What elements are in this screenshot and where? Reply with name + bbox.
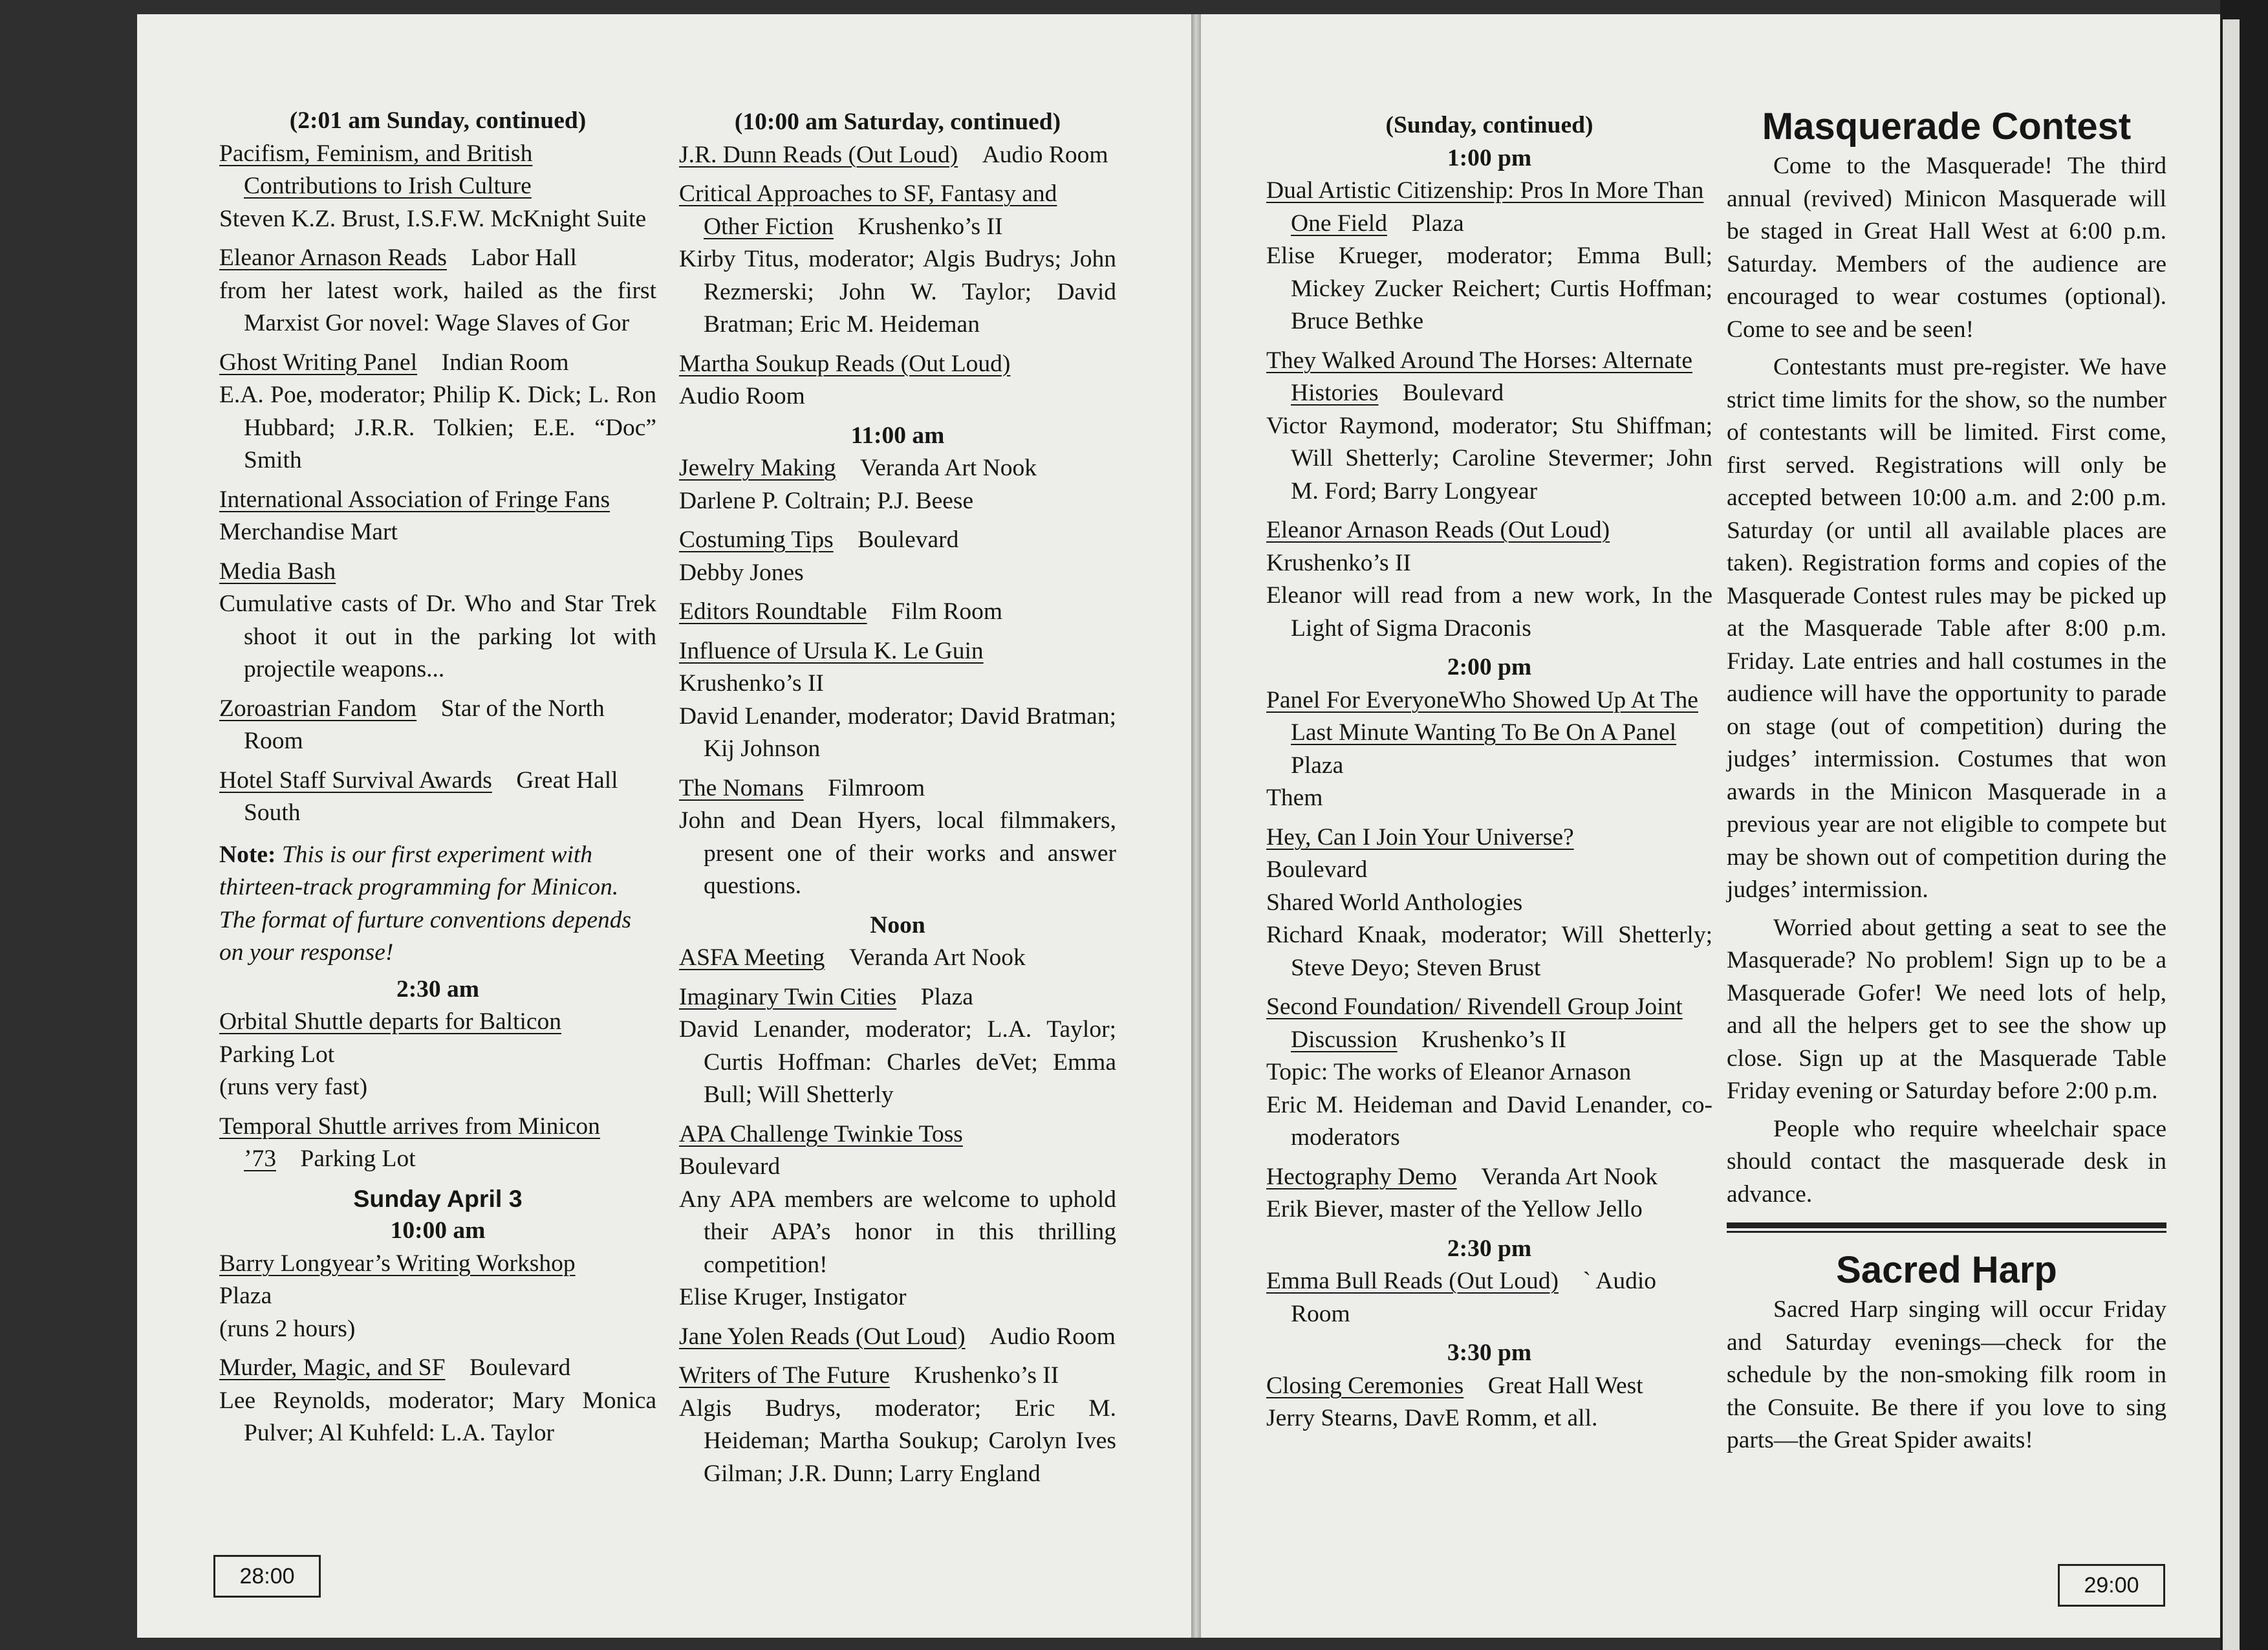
entry-group (1266, 684, 1712, 1226)
entry-detail: Boulevard (1266, 856, 1368, 883)
sacred-harp-heading: Sacred Harp (1836, 1249, 2057, 1291)
book-gutter (1191, 14, 1201, 1638)
entry-title: Temporal Shuttle arrives from Minicon ’73 (219, 1113, 600, 1172)
entry-title: Eleanor Arnason Reads (219, 244, 447, 271)
entry-detail: Plaza (219, 1283, 272, 1309)
entry-title: Media Bash (219, 558, 336, 585)
program-entry (1266, 175, 1712, 338)
entry-group (1266, 175, 1712, 645)
program-entry (679, 772, 1116, 903)
program-entry (1266, 991, 1712, 1155)
entry-detail: David Lenander, moderator; L.A. Taylor; Curtis Hoffman: Charles deVet; Emma Bull; Will Shetterly (679, 1016, 1116, 1108)
entry-room: Indian Room (441, 349, 569, 376)
time-heading: 2:30 am (396, 975, 480, 1003)
entry-detail: (runs 2 hours) (219, 1315, 356, 1342)
entry-room: Parking Lot (300, 1145, 416, 1172)
entry-title: International Association of Fringe Fans (219, 486, 610, 513)
continued-header: (Sunday, continued) (1385, 112, 1593, 138)
entry-room: Plaza (1411, 210, 1464, 237)
entry-detail: Darlene P. Coltrain; P.J. Beese (679, 487, 974, 514)
program-entry (219, 484, 656, 549)
entry-detail: Merchandise Mart (219, 519, 398, 545)
day-heading: Sunday April 3 (353, 1184, 523, 1212)
continued-header: (2:01 am Sunday, continued) (289, 107, 587, 134)
entry-detail: Victor Raymond, moderator; Stu Shiffman; Will Shetterly; Caroline Stevermer; John M. Ford; Barry Longyear (1266, 412, 1712, 505)
entry-room: Star of the North Room (244, 695, 605, 754)
entry-room: Boulevard (858, 526, 959, 553)
entry-room: Film Room (891, 598, 1003, 625)
program-entry (219, 693, 656, 758)
paragraph: Come to the Masquerade! The third annual (revived) Minicon Masquerade will be staged in Great Hall West at 6:00 p.m. Saturday. Members of the audience are encouraged to wear costumes (optional). Come to see and be seen! (1727, 153, 2166, 343)
entry-group (219, 138, 656, 830)
entry-title: Hectography Demo (1266, 1163, 1457, 1190)
note-text: This is our first experiment with thirteen-track programming for Minicon. The format of furture conventions depends on your response! (219, 841, 632, 966)
program-entry (219, 1248, 656, 1346)
time-heading: Noon (870, 911, 925, 939)
entry-room: Krushenko’s II (858, 213, 1003, 240)
program-entry (679, 1360, 1116, 1490)
entry-title: Writers of The Future (679, 1362, 890, 1389)
entry-detail: Krushenko’s II (1266, 549, 1411, 576)
entry-detail: Topic: The works of Eleanor Arnason (1266, 1059, 1632, 1085)
entry-detail: Audio Room (679, 383, 805, 409)
program-note (219, 839, 656, 970)
right-column-2 (1727, 105, 2166, 1462)
entry-detail: Steven K.Z. Brust, I.S.F.W. McKnight Suite (219, 205, 647, 232)
entry-room: Plaza (1291, 752, 1344, 779)
entry-detail: Eric M. Heideman and David Lenander, co-moderators (1266, 1091, 1712, 1151)
time-heading: 2:30 pm (1447, 1235, 1532, 1262)
section-divider-thin (1727, 1231, 2166, 1233)
entry-title: Orbital Shuttle departs for Balticon (219, 1008, 562, 1035)
entry-title: Imaginary Twin Cities (679, 983, 897, 1010)
time-heading: 1:00 pm (1447, 144, 1532, 171)
program-entry (219, 1111, 656, 1176)
left-page (137, 14, 1191, 1638)
sacred-harp-body (1727, 1294, 2166, 1457)
entry-detail: Shared World Anthologies (1266, 889, 1523, 916)
entry-title: Panel For EveryoneWho Showed Up At The Last Minute Wanting To Be On A Panel (1266, 686, 1698, 746)
entry-room: ` Audio Room (1291, 1268, 1657, 1327)
entry-room: Great Hall South (244, 766, 618, 826)
program-entry (1266, 1265, 1712, 1330)
program-entry (679, 1321, 1116, 1354)
program-entry (219, 556, 656, 686)
program-entry (219, 242, 656, 340)
entry-detail: Jerry Stearns, DavE Romm, et all. (1266, 1405, 1598, 1431)
program-entry (1266, 821, 1712, 985)
entry-title: Emma Bull Reads (Out Loud) (1266, 1268, 1559, 1294)
page-number-left: 28:00 (213, 1555, 321, 1598)
entry-detail: from her latest work, hailed as the first Marxist Gor novel: Wage Slaves of Gor (219, 277, 656, 336)
program-entry (679, 139, 1116, 172)
entry-group (1266, 1265, 1712, 1330)
entry-title: Eleanor Arnason Reads (Out Loud) (1266, 517, 1610, 543)
program-entry (219, 765, 656, 830)
entry-title: Ghost Writing Panel (219, 349, 418, 376)
entry-detail: Algis Budrys, moderator; Eric M. Heideman; Martha Soukup; Carolyn Ives Gilman; J.R. Dunn; Larry England (679, 1395, 1116, 1487)
entry-room: Veranda Art Nook (860, 455, 1037, 481)
entry-title: Hotel Staff Survival Awards (219, 766, 492, 794)
entry-room: Veranda Art Nook (1481, 1163, 1658, 1190)
paragraph: Sacred Harp singing will occur Friday and Saturday evenings—check for the schedule by the non-smoking filk room in the Consuite. Be there if you love to sing parts—the Great Spider awaits! (1727, 1296, 2166, 1453)
program-entry (679, 178, 1116, 342)
program-entry (219, 138, 656, 236)
entry-room: Krushenko’s II (914, 1362, 1059, 1389)
time-heading: 3:30 pm (1447, 1340, 1532, 1366)
entry-title: Hey, Can I Join Your Universe? (1266, 823, 1574, 851)
paragraph: Contestants must pre-register. We have strict time limits for the show, so the number of contestants will be limited. First come, first served. Registrations will only be accepted between 10:00 a.m. and 2:00 p.m. Saturday (or until all available places are taken). Registration forms and copies of the Masquerade Contest rules may be picked up at the Masquerade Table after 8:00 p.m. Friday. Late entries and hall costumes in the audience will have the opportunity to parade on stage (out of competition) during the judges’ intermission. Costumes that won awards in the Minicon Masquerade in a previous year are not eligible to compete but may be shown out of competition during the judges’ intermission. (1727, 354, 2166, 903)
left-column-1 (219, 105, 656, 1457)
entry-detail: Elise Kruger, Instigator (679, 1284, 907, 1310)
entry-detail: Debby Jones (679, 559, 804, 586)
entry-room: Veranda Art Nook (848, 944, 1026, 971)
program-entry (1266, 684, 1712, 815)
entry-detail: Them (1266, 785, 1323, 811)
entry-title: Critical Approaches to SF, Fantasy and Other Fiction (679, 180, 1057, 240)
entry-title: Influence of Ursula K. Le Guin (679, 637, 984, 664)
program-entry (679, 942, 1116, 975)
program-entry (679, 524, 1116, 589)
entry-detail: John and Dean Hyers, local filmmakers, present one of their works and answer questions. (679, 807, 1116, 899)
entry-detail: Any APA members are welcome to uphold their APA’s honor in this thrilling competition! (679, 1186, 1116, 1278)
entry-group (219, 1006, 656, 1176)
program-entry (1266, 1161, 1712, 1226)
entry-detail: Parking Lot (219, 1041, 335, 1068)
entry-title: Second Foundation/ Rivendell Group Joint Discussion (1266, 993, 1683, 1053)
program-entry (219, 347, 656, 477)
entry-group (679, 139, 1116, 413)
entry-title: They Walked Around The Horses: Alternate Histories (1266, 347, 1692, 406)
paragraph: Worried about getting a seat to see the Masquerade? No problem! Sign up to be a Masquerade Gofer! We need lots of help, and all the helpers get to see the show up close. Sign up at the Masquerade Table Friday evening or Saturday before 2:00 p.m. (1727, 914, 2166, 1104)
entry-group (219, 1248, 656, 1450)
entry-room: Krushenko’s II (1421, 1026, 1567, 1053)
entry-title: Jane Yolen Reads (Out Loud) (679, 1323, 966, 1350)
program-entry (679, 981, 1116, 1112)
program-entry (679, 452, 1116, 517)
entry-group (1266, 1370, 1712, 1435)
entry-detail: Kirby Titus, moderator; Algis Budrys; John Rezmerski; John W. Taylor; David Bratman; Eric M. Heideman (679, 246, 1116, 338)
entry-room: Boulevard (1402, 380, 1504, 406)
entry-title: Pacifism, Feminism, and British Contributions to Irish Culture (219, 140, 533, 199)
entry-room: Filmroom (828, 774, 925, 801)
note-label: Note: (219, 841, 276, 868)
entry-detail: Richard Knaak, moderator; Will Shetterly; Steve Deyo; Steven Brust (1266, 922, 1712, 981)
entry-title: Jewelry Making (679, 455, 836, 481)
entry-detail: Eleanor will read from a new work, In the Light of Sigma Draconis (1266, 582, 1712, 642)
section-divider (1727, 1222, 2166, 1228)
entry-title: Dual Artistic Citizenship: Pros In More Than One Field (1266, 177, 1704, 237)
masquerade-heading: Masquerade Contest (1762, 105, 2132, 147)
entry-title: The Nomans (679, 774, 804, 801)
entry-room: Labor Hall (471, 244, 577, 271)
program-entry (1266, 345, 1712, 508)
entry-title: Barry Longyear’s Writing Workshop (219, 1250, 576, 1277)
left-column-2 (679, 106, 1116, 1497)
entry-title: J.R. Dunn Reads (Out Loud) (679, 141, 958, 168)
paragraph: People who require wheelchair space should contact the masquerade desk in advance. (1727, 1115, 2166, 1208)
entry-group (679, 942, 1116, 1490)
program-entry (679, 596, 1116, 629)
program-entry (1266, 514, 1712, 645)
continued-header: (10:00 am Saturday, continued) (734, 109, 1061, 135)
entry-detail: David Lenander, moderator; David Bratman; Kij Johnson (679, 702, 1116, 762)
program-entry (679, 1118, 1116, 1314)
book-edge (2220, 0, 2268, 1650)
entry-title: Costuming Tips (679, 526, 834, 553)
entry-detail: Cumulative casts of Dr. Who and Star Trek shoot it out in the parking lot with projectile weapons... (219, 591, 656, 682)
entry-title: Closing Ceremonies (1266, 1372, 1464, 1399)
program-entry (679, 348, 1116, 413)
entry-room: Audio Room (982, 141, 1108, 168)
program-entry (1266, 1370, 1712, 1435)
entry-detail: E.A. Poe, moderator; Philip K. Dick; L. Ron Hubbard; J.R.R. Tolkien; E.E. “Doc” Smith (219, 382, 656, 473)
entry-title: ASFA Meeting (679, 944, 825, 971)
entry-title: Editors Roundtable (679, 598, 867, 625)
entry-title: Zoroastrian Fandom (219, 695, 417, 722)
program-entry (219, 1006, 656, 1104)
entry-title: Murder, Magic, and SF (219, 1354, 446, 1381)
entry-room: Boulevard (470, 1354, 571, 1381)
program-entry (679, 635, 1116, 766)
right-page (1201, 14, 2220, 1638)
time-heading: 10:00 am (390, 1217, 486, 1244)
entry-room: Audio Room (989, 1323, 1116, 1350)
right-column-1 (1266, 109, 1712, 1442)
entry-room: Great Hall West (1487, 1372, 1643, 1399)
entry-detail: Krushenko’s II (679, 670, 824, 697)
entry-detail: Erik Biever, master of the Yellow Jello (1266, 1196, 1643, 1222)
entry-title: APA Challenge Twinkie Toss (679, 1120, 963, 1147)
entry-detail: (runs very fast) (219, 1074, 368, 1100)
time-heading: 2:00 pm (1447, 654, 1532, 680)
entry-title: Martha Soukup Reads (Out Loud) (679, 350, 1011, 377)
time-heading: 11:00 am (850, 422, 945, 449)
page-number-right: 29:00 (2058, 1564, 2165, 1607)
entry-room: Plaza (920, 983, 973, 1010)
entry-group (679, 452, 1116, 903)
masquerade-body (1727, 150, 2166, 1211)
program-entry (219, 1352, 656, 1450)
entry-detail: Lee Reynolds, moderator; Mary Monica Pulver; Al Kuhfeld: L.A. Taylor (219, 1387, 656, 1446)
entry-detail: Elise Krueger, moderator; Emma Bull; Mickey Zucker Reichert; Curtis Hoffman; Bruce Bethke (1266, 243, 1712, 334)
entry-detail: Boulevard (679, 1153, 781, 1180)
